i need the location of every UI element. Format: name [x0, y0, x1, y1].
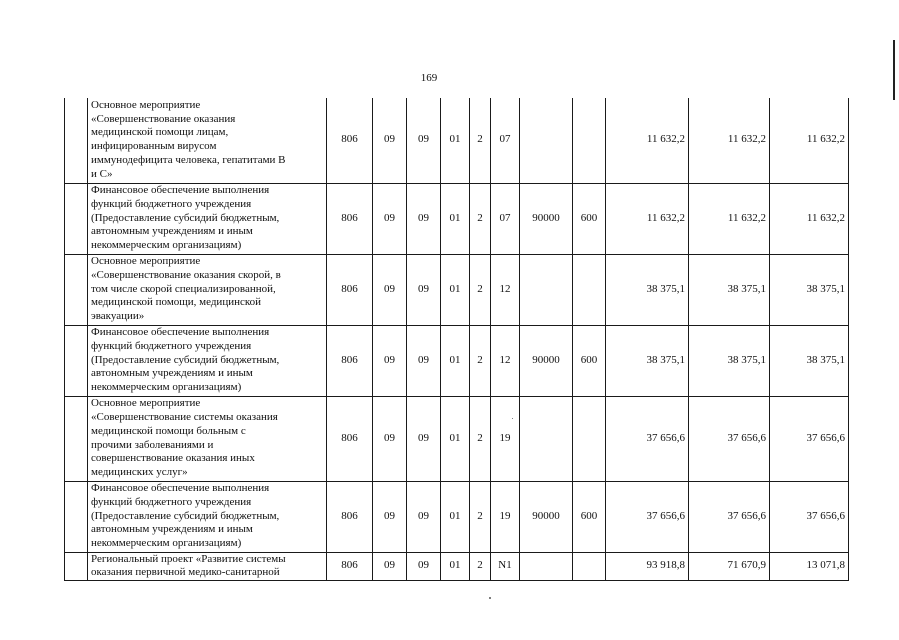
- col-event: N1: [491, 552, 520, 581]
- col-prz: 09: [407, 254, 441, 325]
- col-prz: 09: [407, 98, 441, 183]
- row-marker-cell: [65, 481, 88, 552]
- budget-table: [64, 98, 849, 581]
- col-expense-code: 90000: [520, 183, 573, 254]
- col-event: 19: [491, 481, 520, 552]
- col-program: 01: [441, 183, 470, 254]
- col-subprogram: 2: [470, 98, 491, 183]
- col-event: 12: [491, 325, 520, 396]
- table-row: [65, 481, 849, 552]
- item-name-cell: [88, 98, 327, 183]
- item-name-line: медицинской помощи больным с: [91, 424, 246, 437]
- item-name-line: «Совершенствование системы оказания: [91, 410, 278, 423]
- row-marker-cell: [65, 325, 88, 396]
- item-name-line: автономным учреждениям и иным: [91, 225, 253, 238]
- col-program: 01: [441, 552, 470, 581]
- col-prz: 09: [407, 183, 441, 254]
- item-name-line: медицинской помощи, медицинской: [91, 296, 262, 309]
- col-subprogram: 2: [470, 552, 491, 581]
- item-name-cell: [88, 254, 327, 325]
- col-prz: 09: [407, 396, 441, 481]
- col-expense-type: 600: [573, 183, 606, 254]
- col-amount-3: 37 656,6: [770, 396, 849, 481]
- col-subprogram: 2: [470, 254, 491, 325]
- col-expense-type: [573, 552, 606, 581]
- col-amount-1: 38 375,1: [606, 254, 689, 325]
- col-ved: 806: [327, 98, 373, 183]
- table-row: [65, 396, 849, 481]
- item-name-cell: [88, 325, 327, 396]
- item-name-cell: [88, 183, 327, 254]
- table-row: [65, 98, 849, 183]
- col-amount-3: 38 375,1: [770, 325, 849, 396]
- col-expense-code: [520, 98, 573, 183]
- item-name-line: оказания первичной медико-санитарной: [91, 566, 280, 579]
- col-expense-type: 600: [573, 481, 606, 552]
- col-prz: 09: [407, 552, 441, 581]
- table-row: [65, 552, 849, 581]
- item-name-line: функций бюджетного учреждения: [91, 339, 252, 352]
- col-rz: 09: [373, 396, 407, 481]
- col-amount-1: 93 918,8: [606, 552, 689, 581]
- item-name-line: и С»: [91, 167, 113, 180]
- table-row: [65, 325, 849, 396]
- item-name-line: функций бюджетного учреждения: [91, 495, 252, 508]
- row-marker-cell: [65, 183, 88, 254]
- col-amount-3: 11 632,2: [770, 98, 849, 183]
- item-name-line: медицинской помощи лицам,: [91, 126, 229, 139]
- col-amount-3: 11 632,2: [770, 183, 849, 254]
- col-ved: 806: [327, 481, 373, 552]
- col-amount-1: 37 656,6: [606, 396, 689, 481]
- item-name-line: Финансовое обеспечение выполнения: [91, 326, 270, 338]
- item-name-line: совершенствование оказания иных: [91, 452, 255, 465]
- scan-edge-mark: [893, 40, 895, 100]
- item-name-line: «Совершенствование оказания скорой, в: [91, 268, 281, 281]
- col-expense-code: [520, 254, 573, 325]
- col-program: 01: [441, 481, 470, 552]
- item-name-line: Основное мероприятие: [91, 255, 201, 267]
- col-rz: 09: [373, 552, 407, 581]
- col-event: 12: [491, 254, 520, 325]
- item-name-line: некоммерческим организациям): [91, 381, 242, 394]
- item-name-line: иммунодефицита человека, гепатитами В: [91, 154, 286, 167]
- col-amount-3: 13 071,8: [770, 552, 849, 581]
- table-row: [65, 254, 849, 325]
- col-amount-2: 38 375,1: [689, 254, 770, 325]
- col-rz: 09: [373, 98, 407, 183]
- item-name-line: (Предоставление субсидий бюджетным,: [91, 211, 280, 224]
- col-expense-type: [573, 254, 606, 325]
- col-amount-2: 11 632,2: [689, 183, 770, 254]
- col-expense-type: [573, 396, 606, 481]
- col-subprogram: 2: [470, 183, 491, 254]
- item-name-cell: [88, 552, 327, 581]
- item-name-line: прочими заболеваниями и: [91, 438, 214, 451]
- page-number: 169: [420, 72, 438, 84]
- item-name-line: эвакуации»: [91, 310, 145, 323]
- col-expense-code: 90000: [520, 481, 573, 552]
- item-name-line: медицинских услуг»: [91, 466, 188, 479]
- col-amount-2: 37 656,6: [689, 481, 770, 552]
- col-ved: 806: [327, 254, 373, 325]
- col-subprogram: 2: [470, 325, 491, 396]
- item-name-line: функций бюджетного учреждения: [91, 197, 252, 210]
- col-event: 07: [491, 98, 520, 183]
- col-amount-1: 11 632,2: [606, 98, 689, 183]
- row-marker-cell: [65, 552, 88, 581]
- col-rz: 09: [373, 254, 407, 325]
- col-expense-type: [573, 98, 606, 183]
- item-name-line: «Совершенствование оказания: [91, 112, 236, 125]
- row-marker-cell: [65, 396, 88, 481]
- col-amount-1: 11 632,2: [606, 183, 689, 254]
- item-name-cell: [88, 396, 327, 481]
- col-expense-code: [520, 552, 573, 581]
- budget-table-body: [65, 98, 849, 581]
- col-amount-2: 11 632,2: [689, 98, 770, 183]
- item-name-line: инфицированным вирусом: [91, 140, 217, 153]
- col-expense-type: 600: [573, 325, 606, 396]
- scan-speck: [489, 597, 491, 599]
- item-name-line: (Предоставление субсидий бюджетным,: [91, 509, 280, 522]
- item-name-line: том числе скорой специализированной,: [91, 282, 276, 295]
- col-expense-code: [520, 396, 573, 481]
- col-amount-3: 37 656,6: [770, 481, 849, 552]
- item-name-line: Основное мероприятие: [91, 98, 201, 111]
- col-subprogram: 2: [470, 396, 491, 481]
- col-event: 07: [491, 183, 520, 254]
- row-marker-cell: [65, 254, 88, 325]
- item-name-line: некоммерческим организациям): [91, 537, 242, 550]
- item-name-line: (Предоставление субсидий бюджетным,: [91, 353, 280, 366]
- col-subprogram: 2: [470, 481, 491, 552]
- col-rz: 09: [373, 481, 407, 552]
- col-amount-2: 37 656,6: [689, 396, 770, 481]
- col-prz: 09: [407, 325, 441, 396]
- table-row: [65, 183, 849, 254]
- col-ved: 806: [327, 396, 373, 481]
- item-name-line: Региональный проект «Развитие системы: [91, 552, 286, 565]
- item-name-line: Финансовое обеспечение выполнения: [91, 184, 270, 196]
- col-amount-3: 38 375,1: [770, 254, 849, 325]
- col-ved: 806: [327, 183, 373, 254]
- col-prz: 09: [407, 481, 441, 552]
- col-rz: 09: [373, 325, 407, 396]
- item-name-line: Основное мероприятие: [91, 397, 201, 410]
- item-name-line: Финансовое обеспечение выполнения: [91, 482, 270, 494]
- item-name-line: некоммерческим организациям): [91, 239, 242, 252]
- col-program: 01: [441, 325, 470, 396]
- col-ved: 806: [327, 325, 373, 396]
- col-program: 01: [441, 254, 470, 325]
- item-name-line: автономным учреждениям и иным: [91, 523, 253, 536]
- item-name-line: автономным учреждениям и иным: [91, 367, 253, 380]
- col-amount-2: 38 375,1: [689, 325, 770, 396]
- col-expense-code: 90000: [520, 325, 573, 396]
- row-marker-cell: [65, 98, 88, 183]
- col-event: 19: [491, 396, 520, 481]
- col-amount-1: 38 375,1: [606, 325, 689, 396]
- item-name-cell: [88, 481, 327, 552]
- col-program: 01: [441, 98, 470, 183]
- col-ved: 806: [327, 552, 373, 581]
- col-rz: 09: [373, 183, 407, 254]
- col-amount-1: 37 656,6: [606, 481, 689, 552]
- col-amount-2: 71 670,9: [689, 552, 770, 581]
- col-program: 01: [441, 396, 470, 481]
